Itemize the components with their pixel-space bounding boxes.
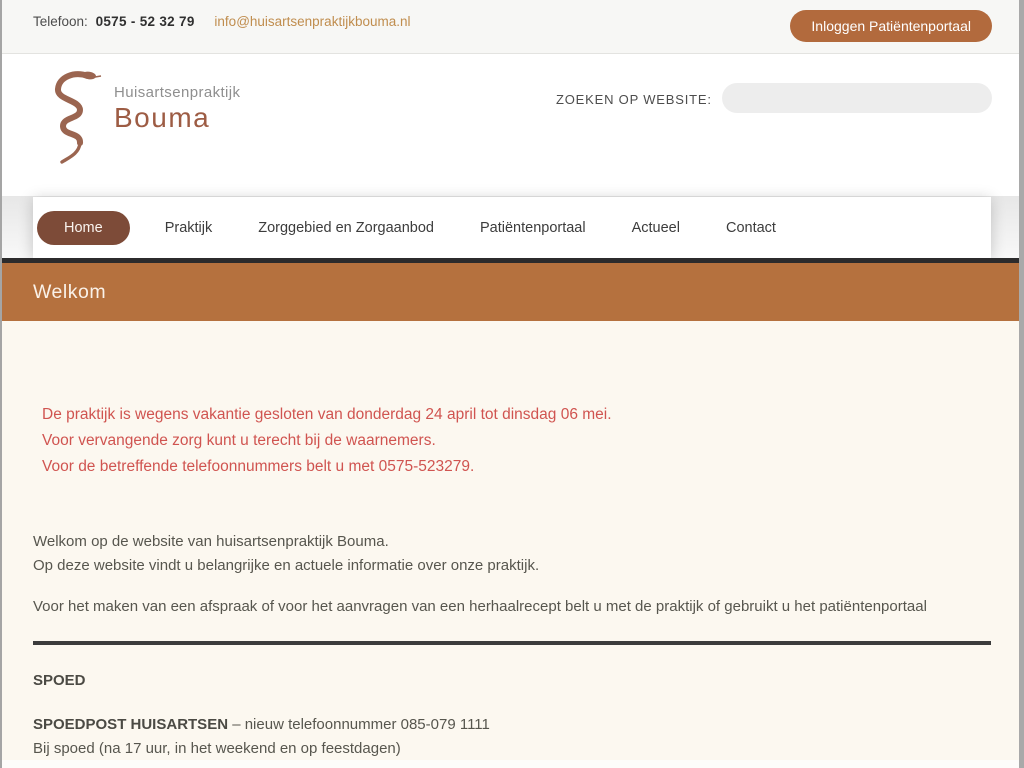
main-content [0,321,1024,760]
spoedpost-number: – nieuw telefoonnummer 085-079 1111 [228,716,490,733]
logo-text [114,84,240,167]
nav-region [0,196,1024,258]
spoed-conditions: Bij spoed (na 17 uur, in het weekend en op feestdagen) [33,740,401,757]
page-banner [0,263,1024,321]
bottom-strip [0,760,1024,768]
vacation-notice [42,407,991,475]
nav-item-contact[interactable]: Contact [725,219,776,236]
login-patient-portal-button[interactable]: Inloggen Patiëntenportaal [790,10,992,42]
nav-item-zorggebied[interactable]: Zorggebied en Zorgaanbod [258,219,434,236]
intro-line-2: Op deze website vindt u belangrijke en actuele informatie over onze praktijk. [33,557,540,574]
spoed-heading: SPOED [33,672,86,689]
logo-subtitle: Huisartsenpraktijk [114,84,241,101]
nav-item-home[interactable]: Home [37,211,130,245]
page-title: Welkom [33,280,107,303]
nav-item-patientenportaal[interactable]: Patiëntenportaal [479,219,586,236]
phone-label: Telefoon: [33,14,88,29]
logo-title: Bouma [114,102,211,133]
appointment-info: Voor het maken van een afspraak of voor het aanvragen van een herhaalrecept belt u met de praktijk of gebruikt u het patiëntenportaal [33,598,927,615]
notice-line-3: Voor de betreffende telefoonnummers belt u met 0575-523279. [42,458,475,475]
intro-text [33,530,991,578]
logo[interactable] [48,67,240,167]
nav-item-praktijk[interactable]: Praktijk [164,219,213,236]
notice-line-1: De praktijk is wegens vakantie gesloten van donderdag 24 april tot dinsdag 06 mei. [42,406,612,423]
window-left-edge [0,0,2,768]
search-input[interactable] [722,83,992,113]
snake-logo-icon [48,67,102,167]
main-nav [33,197,991,258]
search-label: ZOEKEN OP WEBSITE: [556,92,712,107]
spoedpost-line [33,713,991,737]
intro-line-1: Welkom op de website van huisartsenpraktijk Bouma. [33,533,389,550]
contact-info [33,14,410,29]
topbar [0,0,1024,54]
spoedpost-label: SPOEDPOST HUISARTSEN [33,716,229,733]
notice-line-2: Voor vervangende zorg kunt u terecht bij de waarnemers. [42,432,436,449]
email-link[interactable]: info@huisartsenpraktijkbouma.nl [214,14,411,29]
site-header [0,55,1024,196]
scrollbar[interactable] [1019,0,1024,768]
nav-item-actueel[interactable]: Actueel [631,219,680,236]
section-divider [33,641,991,645]
phone-number: 0575 - 52 32 79 [95,14,195,29]
